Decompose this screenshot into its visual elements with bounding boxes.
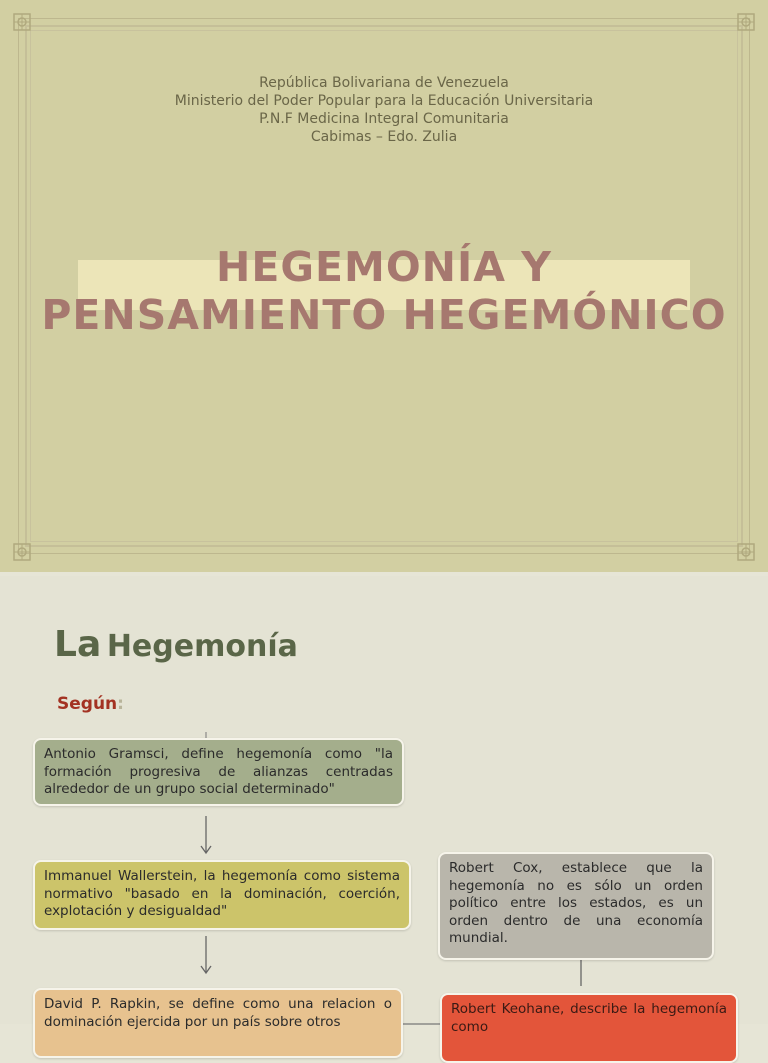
institution-header: [0, 74, 768, 146]
cox-box: Robert Cox, establece que la hegemonía no es sólo un orden político entre los estados, es un orden dentro de una economía mundial.: [438, 852, 714, 960]
corner-ornament-icon: [12, 542, 32, 562]
title-line: PENSAMIENTO HEGEMÓNICO: [41, 291, 727, 339]
segun-colon: :: [117, 694, 124, 714]
header-line: Cabimas – Edo. Zulia: [310, 129, 458, 145]
corner-ornament-icon: [736, 542, 756, 562]
header-line: Ministerio del Poder Popular para la Educación Universitaria: [174, 93, 594, 109]
corner-ornament-icon: [736, 12, 756, 32]
hegemonia-slide: [0, 576, 768, 1035]
section-title-big: La: [54, 624, 102, 665]
title-line: HEGEMONÍA Y: [216, 243, 552, 291]
header-line: P.N.F Medicina Integral Comunitaria: [259, 111, 509, 127]
segun-text: Según: [57, 694, 118, 714]
corner-ornament-icon: [12, 12, 32, 32]
slide-title: [0, 243, 768, 339]
wallerstein-box: Immanuel Wallerstein, la hegemonía como sistema normativo "basado en la dominación, coerción, explotación y desigualdad": [33, 860, 411, 930]
section-title-rest: Hegemonía: [106, 629, 298, 664]
rapkin-box: David P. Rapkin, se define como una relacion o dominación ejercida por un país sobre otros: [33, 988, 403, 1058]
gramsci-box: Antonio Gramsci, define hegemonía como "la formación progresiva de alianzas centradas alrededor de un grupo social determinado": [33, 738, 404, 806]
header-line: República Bolivariana de Venezuela: [259, 75, 509, 91]
keohane-box: Robert Keohane, describe la hegemonía como: [440, 993, 738, 1063]
